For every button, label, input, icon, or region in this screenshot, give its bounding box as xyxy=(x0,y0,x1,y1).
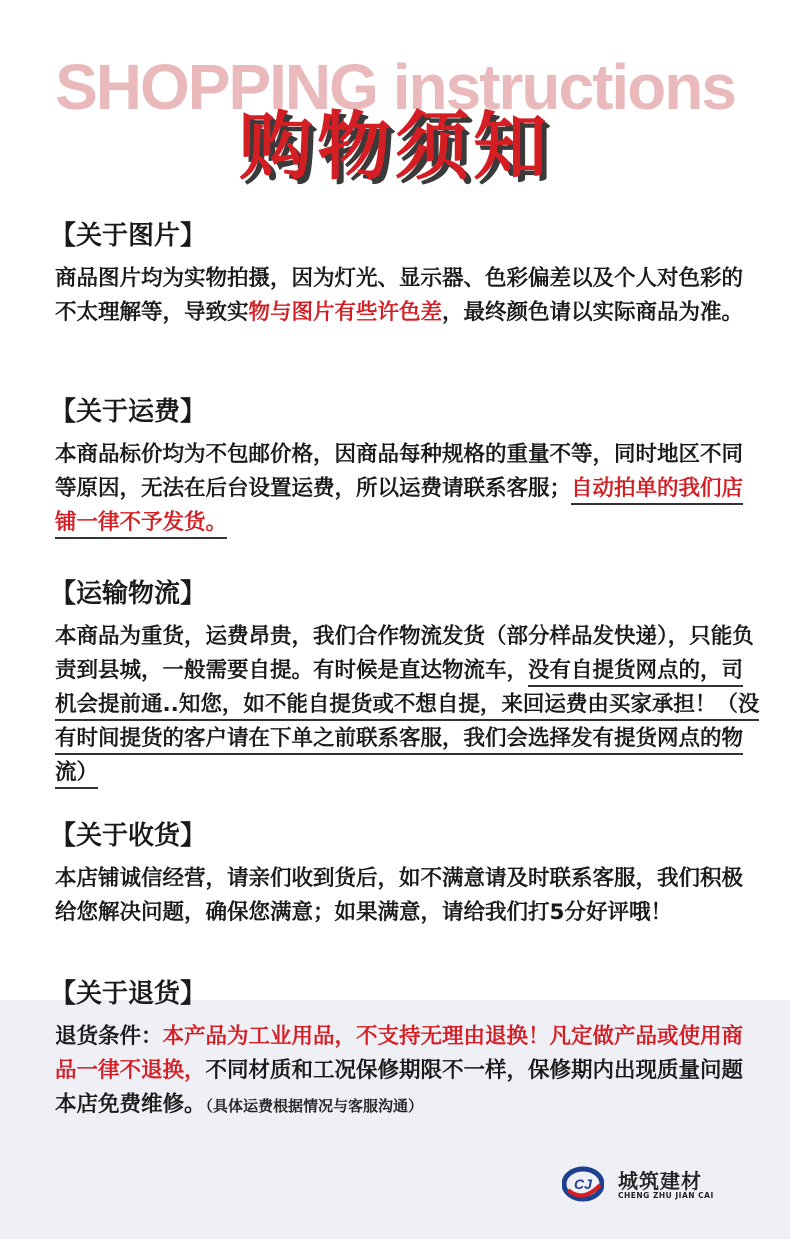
section-title: 【关于图片】 xyxy=(50,221,207,251)
highlight-text: 物与图片有些许色差 xyxy=(248,300,443,325)
body-text: 本商品标价均为不包邮价格，因商品每种规格的重量不等，同时地区不同等原因，无法在后台设置运费，所以运费请联系客服； xyxy=(55,442,744,501)
body-text: 商品图片均为实物拍摄，因为灯光、显示器、色彩偏差以及个人对色彩的不太理解等，导致实 xyxy=(55,266,744,325)
section-body xyxy=(55,1020,760,1123)
brand-name-en: CHENG ZHU JIAN CAI xyxy=(618,1191,714,1200)
highlight-underlined-text: 自动拍单的我们店铺一律不予发货。 xyxy=(55,476,743,539)
section-title: 【关于收货】 xyxy=(50,821,207,851)
section-body xyxy=(55,862,760,930)
section-pictures xyxy=(50,218,760,330)
section-title: 【关于退货】 xyxy=(50,979,207,1009)
header-english-title: SHOPPING instructions xyxy=(55,51,735,123)
section-title: 【运输物流】 xyxy=(50,579,207,609)
body-text: 退货条件： xyxy=(55,1024,163,1049)
page-title: 购物须知 xyxy=(239,104,551,190)
brand-logo-icon xyxy=(562,1163,604,1205)
body-text: ，最终颜色请以实际商品为准。 xyxy=(442,300,744,325)
body-text: 本店铺诚信经营，请亲们收到货后，如不满意请及时联系客服，我们积极给您解决问题，确保您满意；如果满意，请给我们打5分好评哦！ xyxy=(55,866,744,925)
brand-logo xyxy=(562,1163,712,1205)
section-logistics xyxy=(50,576,760,790)
page-header xyxy=(0,40,790,190)
section-body xyxy=(55,262,760,330)
section-body xyxy=(55,438,760,540)
section-title: 【关于运费】 xyxy=(50,397,207,427)
highlight-text: 本产品为工业用品，不支持无理由退换！凡定做产品或使用商品一律不退换， xyxy=(55,1024,744,1083)
brand-name-cn: 城筑建材 xyxy=(618,1169,702,1193)
body-text: 本商品为重货，运费昂贵，我们合作物流发货（部分样品发快递），只能负责到县城，一般需要自提。有时候是直达物流车， xyxy=(55,624,754,683)
section-body xyxy=(55,620,760,790)
section-returns xyxy=(50,976,760,1123)
underlined-text: 没有自提货网点的，司机会提前通..知您，如不能自提货或不想自提，来回运费由买家承担！（没有时间提货的客户请在下单之前联系客服，我们会选择发有提货网点的物流） xyxy=(55,658,759,789)
logo-mark-text: CJ xyxy=(574,1176,592,1192)
note-text: （具体运费根据情况与客服沟通） xyxy=(205,1097,424,1115)
section-receiving xyxy=(50,818,760,930)
section-shipping-fee xyxy=(50,394,760,540)
body-text: 不同材质和工况保修期限不一样，保修期内出现质量问题本店免费维修。 xyxy=(55,1058,744,1117)
